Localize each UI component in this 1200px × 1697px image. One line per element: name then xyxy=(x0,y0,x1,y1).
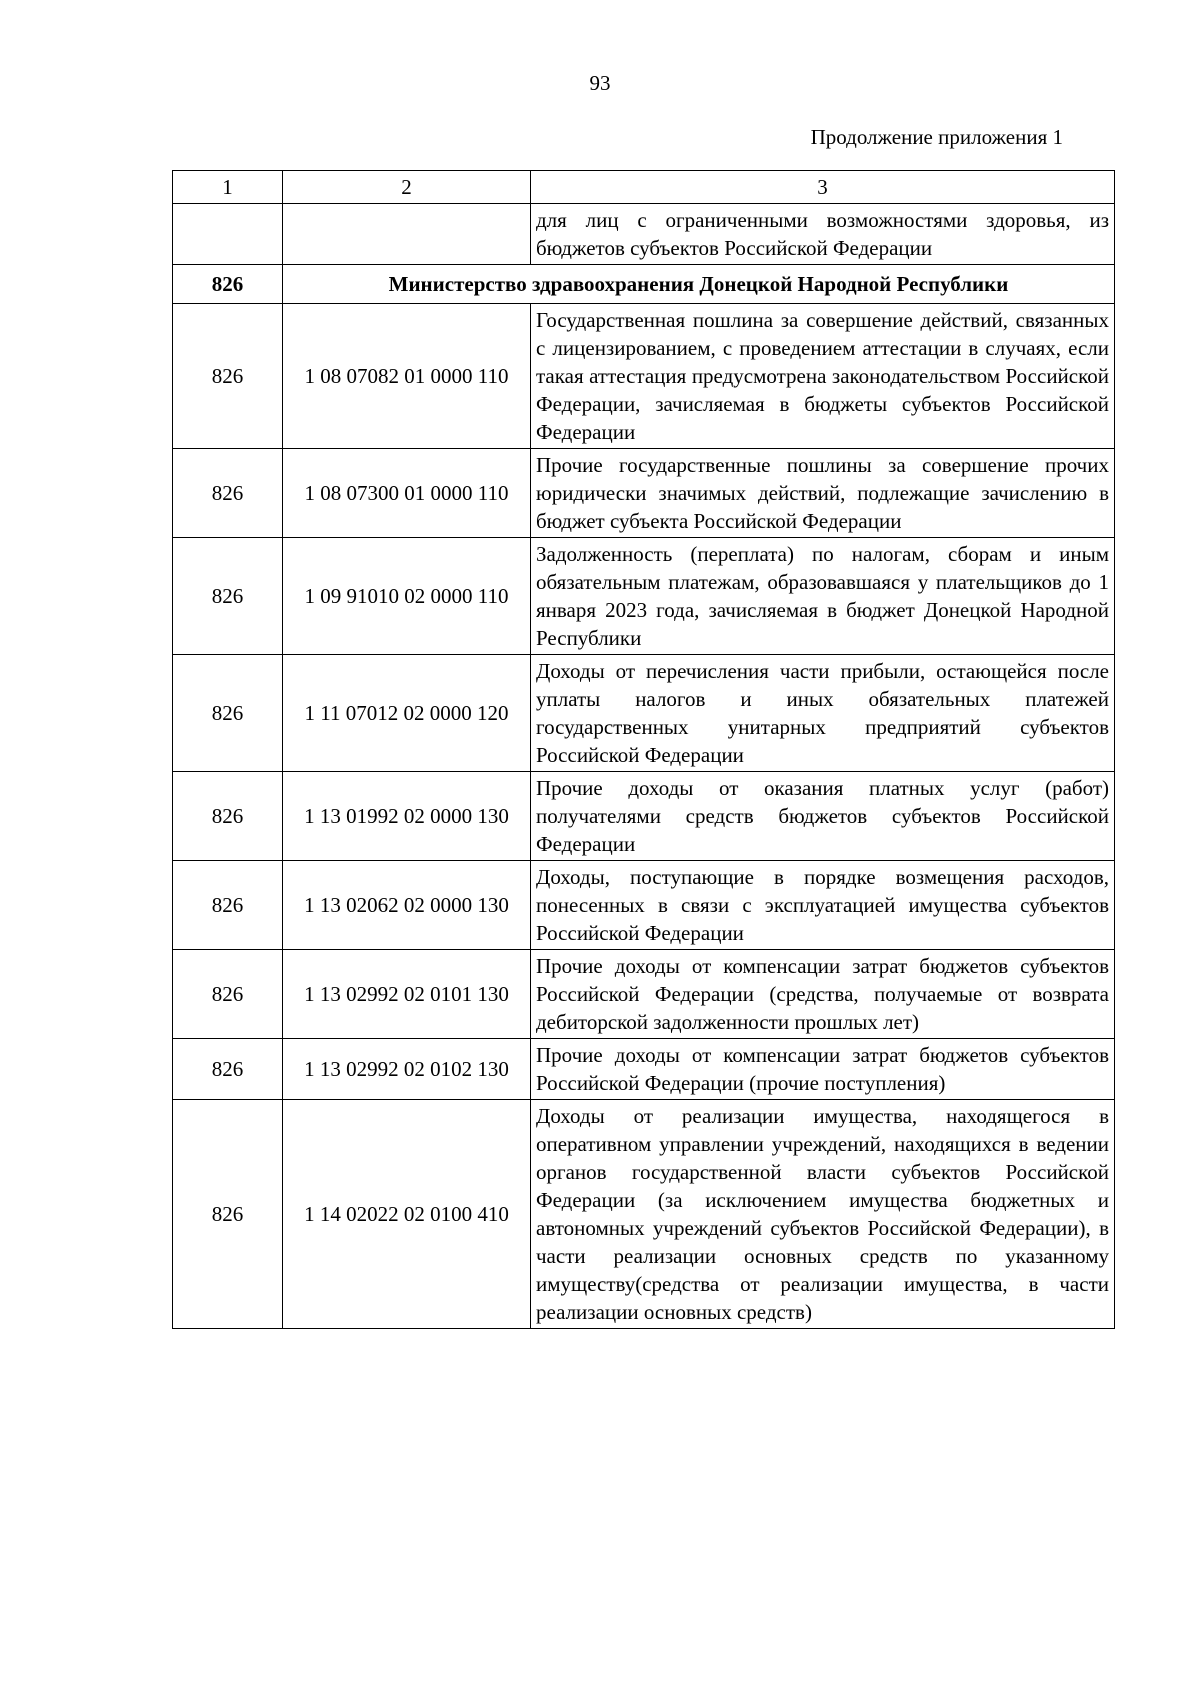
admin-code-cell: 826 xyxy=(173,1039,283,1100)
revenue-code-cell: 1 13 01992 02 0000 130 xyxy=(283,772,531,861)
table-row xyxy=(173,861,1115,950)
page-number: 93 xyxy=(589,71,611,95)
description-cell: Доходы от перечисления части прибыли, остающейся после уплаты налогов и иных обязательных платежей государственных унитарных предприятий субъектов Российской Федерации xyxy=(531,655,1115,772)
revenue-code-cell: 1 09 91010 02 0000 110 xyxy=(283,538,531,655)
description-cell: Прочие доходы от компенсации затрат бюджетов субъектов Российской Федерации (прочие поступления) xyxy=(531,1039,1115,1100)
table-row xyxy=(173,655,1115,772)
admin-code-cell: 826 xyxy=(173,655,283,772)
revenue-code-cell: 1 11 07012 02 0000 120 xyxy=(283,655,531,772)
admin-code-cell: 826 xyxy=(173,449,283,538)
revenue-codes-table xyxy=(172,170,1115,1329)
description-cell: Доходы, поступающие в порядке возмещения расходов, понесенных в связи с эксплуатацией имущества субъектов Российской Федерации xyxy=(531,861,1115,950)
column-header: 3 xyxy=(531,171,1115,204)
description-cell: Задолженность (переплата) по налогам, сборам и иным обязательным платежам, образовавшаяся у плательщиков до 1 января 2023 года, зачисляемая в бюджет Донецкой Народной Республики xyxy=(531,538,1115,655)
table-row xyxy=(173,950,1115,1039)
admin-code-cell: 826 xyxy=(173,950,283,1039)
admin-code-cell: 826 xyxy=(173,861,283,950)
description-cell: для лиц с ограниченными возможностями здоровья, из бюджетов субъектов Российской Федерации xyxy=(531,204,1115,265)
revenue-code-cell: 1 14 02022 02 0100 410 xyxy=(283,1100,531,1329)
admin-code-cell xyxy=(173,204,283,265)
description-cell: Прочие доходы от компенсации затрат бюджетов субъектов Российской Федерации (средства, получаемые от возврата дебиторской задолженности прошлых лет) xyxy=(531,950,1115,1039)
table-row xyxy=(173,304,1115,449)
admin-code-cell: 826 xyxy=(173,304,283,449)
table-header-row xyxy=(173,171,1115,204)
appendix-continuation-label: Продолжение приложения 1 xyxy=(810,125,1063,149)
section-header-row xyxy=(173,265,1115,304)
admin-code-cell: 826 xyxy=(173,1100,283,1329)
column-header: 1 xyxy=(173,171,283,204)
description-cell: Прочие доходы от оказания платных услуг (работ) получателями средств бюджетов субъектов Российской Федерации xyxy=(531,772,1115,861)
table-body xyxy=(173,171,1115,1329)
table-row xyxy=(173,1039,1115,1100)
description-cell: Государственная пошлина за совершение действий, связанных с лицензированием, с проведением аттестации в случаях, если такая аттестация предусмотрена законодательством Российской Федерации, зачисляемая в бюджеты субъектов Российской Федерации xyxy=(531,304,1115,449)
table-row xyxy=(173,772,1115,861)
table-row xyxy=(173,1100,1115,1329)
revenue-code-cell: 1 08 07300 01 0000 110 xyxy=(283,449,531,538)
revenue-code-cell: 1 08 07082 01 0000 110 xyxy=(283,304,531,449)
table-row xyxy=(173,449,1115,538)
section-admin-code: 826 xyxy=(173,265,283,304)
revenue-code-cell: 1 13 02992 02 0101 130 xyxy=(283,950,531,1039)
revenue-code-cell: 1 13 02062 02 0000 130 xyxy=(283,861,531,950)
description-cell: Прочие государственные пошлины за совершение прочих юридически значимых действий, подлежащие зачислению в бюджет субъекта Российской Федерации xyxy=(531,449,1115,538)
admin-code-cell: 826 xyxy=(173,538,283,655)
table-row xyxy=(173,538,1115,655)
revenue-code-cell xyxy=(283,204,531,265)
section-title: Министерство здравоохранения Донецкой Народной Республики xyxy=(283,265,1115,304)
revenue-code-cell: 1 13 02992 02 0102 130 xyxy=(283,1039,531,1100)
description-cell: Доходы от реализации имущества, находящегося в оперативном управлении учреждений, находящихся в ведении органов государственной власти субъектов Российской Федерации (за исключением имущества бюджетных и автономных учреждений субъектов Российской Федерации), в части реализации основных средств по указанному имуществу(средства от реализации имущества, в части реализации основных средств) xyxy=(531,1100,1115,1329)
carryover-row xyxy=(173,204,1115,265)
admin-code-cell: 826 xyxy=(173,772,283,861)
column-header: 2 xyxy=(283,171,531,204)
